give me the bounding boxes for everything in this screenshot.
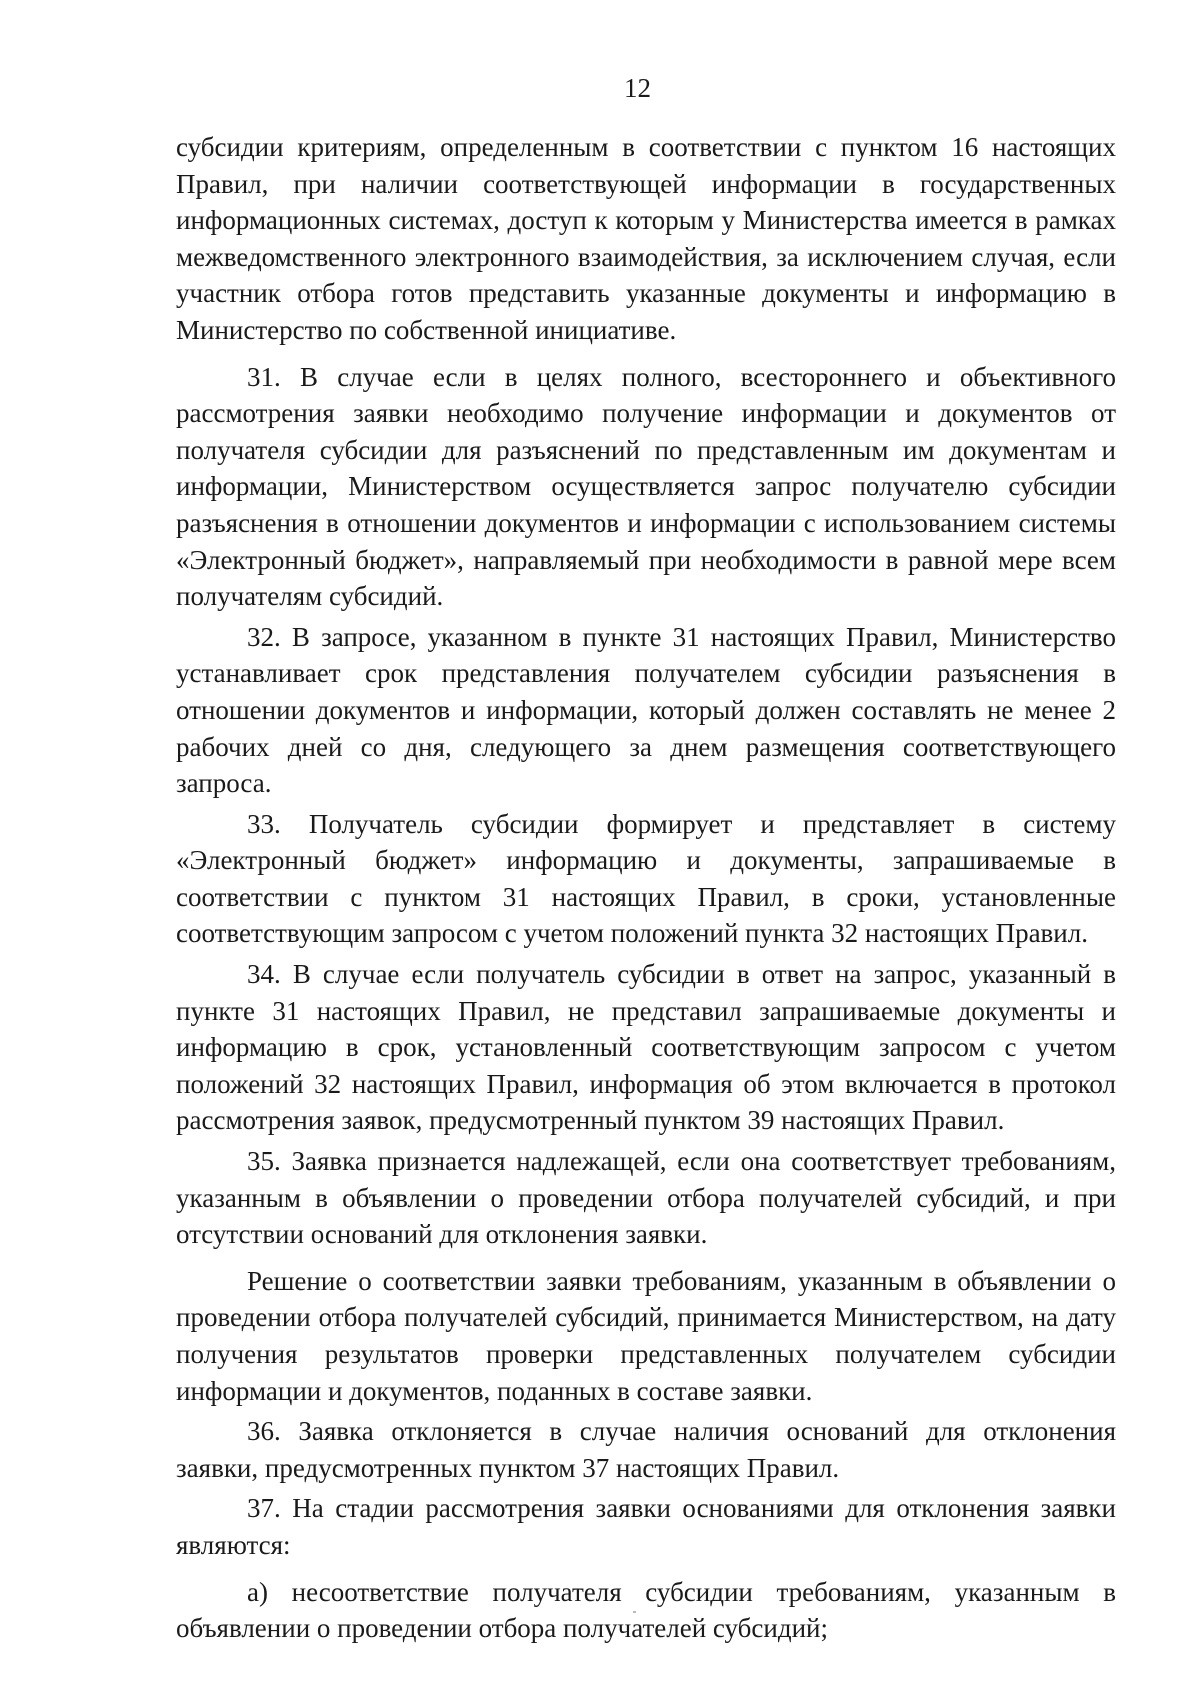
page-number: 12 <box>624 73 651 103</box>
document-body <box>176 129 1116 1647</box>
paragraph-item-32: 32. В запросе, указанном в пункте 31 настоящих Правил, Министерство устанавливает срок представления получателем субсидии разъяснения в отношении документов и информации, который должен составлять не менее 2 рабочих дней со дня, следующего за днем размещения соответствующего запроса. <box>176 621 1116 799</box>
paragraph-item-37: 37. На стадии рассмотрения заявки основаниями для отклонения заявки являются: <box>176 1493 1116 1560</box>
paragraph-item-36: 36. Заявка отклоняется в случае наличия оснований для отклонения заявки, предусмотренных пунктом 37 настоящих Правил. <box>176 1416 1116 1483</box>
paragraph-item-33: 33. Получатель субсидии формирует и представляет в систему «Электронный бюджет» информацию и документы, запрашиваемые в соответствии с пунктом 31 настоящих Правил, в сроки, установленные соответствующим запросом с учетом положений пункта 32 настоящих Правил. <box>176 808 1116 949</box>
paragraph-subitem-a: а) несоответствие получателя субсидии требованиям, указанным в объявлении о проведении отбора получателей субсидий; <box>176 1576 1116 1644</box>
paragraph-item-35: 35. Заявка признается надлежащей, если она соответствует требованиям, указанным в объявлении о проведении отбора получателей субсидий, и при отсутствии оснований для отклонения заявки. <box>176 1146 1116 1250</box>
paragraph-item-34: 34. В случае если получатель субсидии в ответ на запрос, указанный в пункте 31 настоящих Правил, не представил запрашиваемые документы и информацию в срок, установленный соответствующим запросом с учетом положений 32 настоящих Правил, информация об этом включается в протокол рассмотрения заявок, предусмотренный пунктом 39 настоящих Правил. <box>176 959 1116 1136</box>
paragraph-item-31: 31. В случае если в целях полного, всестороннего и объективного рассмотрения заявки необходимо получение информации и документов от получателя субсидии для разъяснений по представленным им документам и информации, Министерством осуществляется запрос получателю субсидии разъяснения в отношении документов и информации с использованием системы «Электронный бюджет», направляемый при необходимости в равной мере всем получателям субсидий. <box>176 361 1116 612</box>
scan-speck <box>633 1611 636 1613</box>
paragraph-decision: Решение о соответствии заявки требованиям, указанным в объявлении о проведении отбора получателей субсидий, принимается Министерством, на дату получения результатов проверки представленных получателем субсидии информации и документов, поданных в составе заявки. <box>176 1265 1116 1406</box>
paragraph-continuation: субсидии критериям, определенным в соответствии с пунктом 16 настоящих Правил, при наличии соответствующей информации в государственных информационных системах, доступ к которым у Министерства имеется в рамках межведомственного электронного взаимодействия, за исключением случая, если участник отбора готов представить указанные документы и информацию в Министерство по собственной инициативе. <box>176 132 1116 345</box>
